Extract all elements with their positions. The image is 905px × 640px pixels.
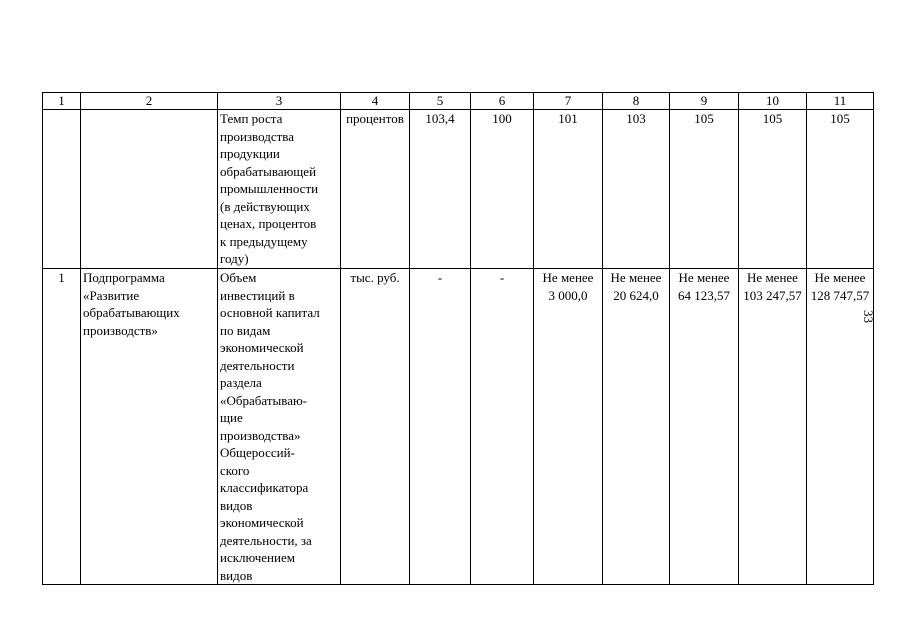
header-cell: 3 <box>218 93 341 110</box>
header-cell: 4 <box>341 93 410 110</box>
data-table <box>42 92 874 585</box>
row-number-cell <box>43 110 81 269</box>
value-cell: 103 <box>603 110 670 269</box>
header-cell: 1 <box>43 93 81 110</box>
value-cell: Не менее 128 747,57 <box>807 269 874 585</box>
header-cell: 8 <box>603 93 670 110</box>
value-cell: Не менее 20 624,0 <box>603 269 670 585</box>
header-cell: 10 <box>739 93 807 110</box>
value-cell: 100 <box>471 110 534 269</box>
table-row <box>43 110 874 269</box>
value-cell: 103,4 <box>410 110 471 269</box>
value-cell: Не менее 103 247,57 <box>739 269 807 585</box>
program-cell: Подпрограмма «Развитие обрабатывающих производств» <box>81 269 218 585</box>
indicator-cell: Объем инвестиций в основной капитал по видам экономической деятельности раздела «Обрабатываю- щие производства» Общероссий- ского классификатора видов экономической деятельности, за исключением видов <box>218 269 341 585</box>
value-cell: Не менее 64 123,57 <box>670 269 739 585</box>
value-cell: 105 <box>739 110 807 269</box>
unit-cell: процентов <box>341 110 410 269</box>
value-cell: - <box>471 269 534 585</box>
header-cell: 2 <box>81 93 218 110</box>
header-cell: 9 <box>670 93 739 110</box>
indicator-cell: Темп роста производства продукции обрабатывающей промышленности (в действующих ценах, процентов к предыдущему году) <box>218 110 341 269</box>
page-number: 33 <box>861 310 876 323</box>
table-row <box>43 269 874 585</box>
value-cell: - <box>410 269 471 585</box>
table-header-row <box>43 93 874 110</box>
header-cell: 11 <box>807 93 874 110</box>
value-cell: Не менее 3 000,0 <box>534 269 603 585</box>
value-cell: 105 <box>670 110 739 269</box>
program-cell <box>81 110 218 269</box>
row-number-cell: 1 <box>43 269 81 585</box>
value-cell: 101 <box>534 110 603 269</box>
unit-cell: тыс. руб. <box>341 269 410 585</box>
header-cell: 6 <box>471 93 534 110</box>
value-cell: 105 <box>807 110 874 269</box>
header-cell: 7 <box>534 93 603 110</box>
header-cell: 5 <box>410 93 471 110</box>
